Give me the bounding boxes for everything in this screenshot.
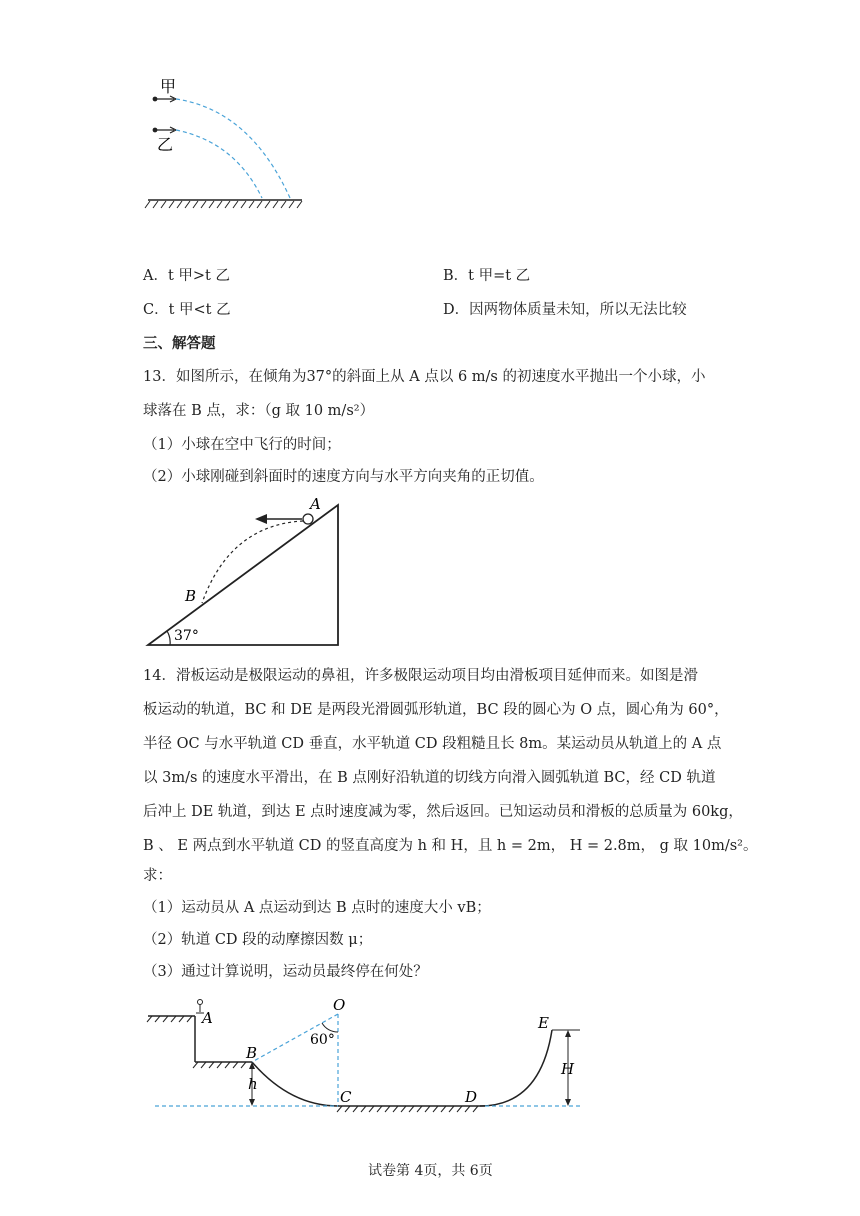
label-jia: 甲 <box>160 77 177 96</box>
q13-sub-1: （1）小球在空中飞行的时间； <box>143 437 341 453</box>
label-H: H <box>561 1060 575 1078</box>
label-A: A <box>202 1009 213 1027</box>
option-b: B．t 甲=t 乙 <box>443 268 531 284</box>
label-a: A <box>310 495 321 513</box>
q14-sub-3: （3）通过计算说明，运动员最终停在何处？ <box>143 964 428 980</box>
label-h: h <box>248 1075 258 1093</box>
q14-sub-2: （2）轨道 CD 段的动摩擦因数 μ； <box>143 932 373 948</box>
q14-line-1: 14．滑板运动是极限运动的鼻祖，许多极限运动项目均由滑板项目延伸而来。如图是滑 <box>143 668 698 684</box>
option-c: C．t 甲<t 乙 <box>143 302 231 318</box>
option-a: A．t 甲>t 乙 <box>143 268 230 284</box>
q14-sub-1: （1）运动员从 A 点运动到达 B 点时的速度大小 vB； <box>143 900 491 916</box>
q14-line-6: B 、 E 两点到水平轨道 CD 的竖直高度为 h 和 H，且 h = 2m， H = 2.8m， g 取 10m/s²。 <box>143 838 758 854</box>
label-b: B <box>185 587 197 605</box>
label-E: E <box>538 1014 549 1032</box>
projectile-figure-jia-yi <box>140 70 320 215</box>
label-O: O <box>333 996 346 1014</box>
label-yi: 乙 <box>157 135 174 154</box>
label-C: C <box>340 1088 352 1106</box>
angle-37: 37° <box>174 628 199 644</box>
incline-figure <box>140 495 355 650</box>
section-title: 三、解答题 <box>143 335 216 352</box>
skateboard-track-figure <box>140 992 590 1117</box>
q14-line-7: 求： <box>143 868 172 884</box>
angle-60: 60° <box>310 1032 335 1048</box>
option-d: D．因两物体质量未知，所以无法比较 <box>443 302 687 318</box>
label-B: B <box>246 1044 258 1062</box>
q13-line-2: 球落在 B 点，求：（g 取 10 m/s²） <box>143 403 375 419</box>
q13-line-1: 13．如图所示，在倾角为37°的斜面上从 A 点以 6 m/s 的初速度水平抛出一个小球，小 <box>143 369 706 385</box>
label-D: D <box>465 1088 478 1106</box>
q14-line-3: 半径 OC 与水平轨道 CD 垂直，水平轨道 CD 段粗糙且长 8m。某运动员从轨道上的 A 点 <box>143 736 722 752</box>
q14-line-4: 以 3m/s 的速度水平滑出，在 B 点刚好沿轨道的切线方向滑入圆弧轨道 BC，经 CD 轨道 <box>143 770 716 786</box>
page-footer: 试卷第 4页，共 6页 <box>368 1163 493 1179</box>
q14-line-5: 后冲上 DE 轨道，到达 E 点时速度减为零，然后返回。已知运动员和滑板的总质量为 60kg， <box>143 804 743 820</box>
q13-sub-2: （2）小球刚碰到斜面时的速度方向与水平方向夹角的正切值。 <box>143 469 544 485</box>
q14-line-2: 板运动的轨道，BC 和 DE 是两段光滑圆弧形轨道，BC 段的圆心为 O 点，圆心角为 60°， <box>143 702 729 718</box>
